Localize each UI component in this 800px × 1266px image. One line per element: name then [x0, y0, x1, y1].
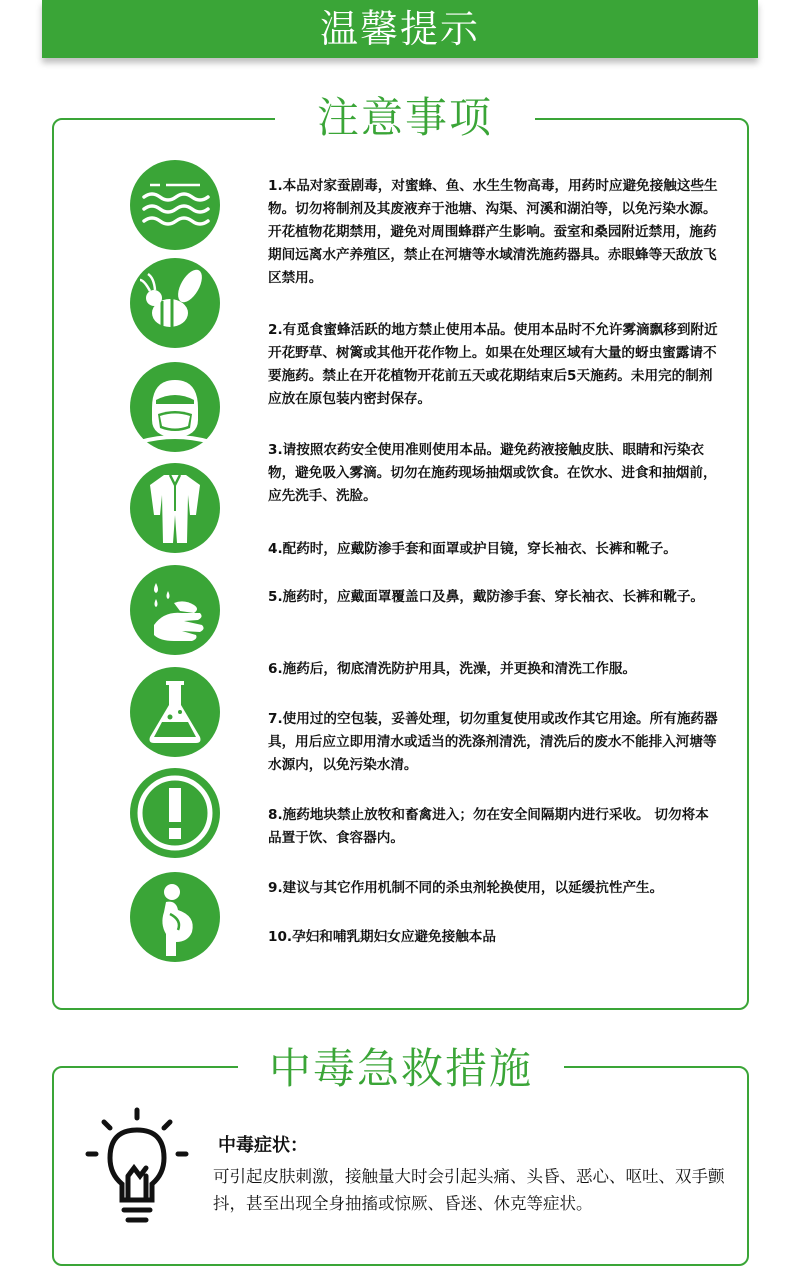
- precaution-item-2: 2.有觅食蜜蜂活跃的地方禁止使用本品。使用本品时不允许雾滴飘移到附近开花野草、树篱或其他开花作物上。如果在处理区域有大量的蚜虫蜜露请不要施药。禁止在开花植物开花前五天或花期结束后5天施药。未用完的制剂应放在原包装内密封保存。: [268, 322, 718, 407]
- first-aid-title: 中毒急救措施: [238, 1038, 564, 1100]
- bee-icon: [130, 258, 220, 348]
- precaution-item-9: 9.建议与其它作用机制不同的杀虫剂轮换使用，以延缓抗性产生。: [268, 880, 664, 896]
- face-mask-icon: [130, 362, 220, 452]
- precaution-item-7: 7.使用过的空包装，妥善处理，切勿重复使用或改作其它用途。所有施药器具，用后应立即用清水或适当的洗涤剂清洗，清洗后的废水不能排入河塘等水源内，以免污染水清。: [268, 711, 718, 773]
- symptoms-label: 中毒症状：: [218, 1135, 308, 1156]
- precaution-item-1: 1.本品对家蚕剧毒，对蜜蜂、鱼、水生生物高毒，用药时应避免接触这些生物。切勿将制剂及其废液弃于池塘、沟渠、河溪和湖泊等，以免污染水源。开花植物花期禁用，避免对周围蜂群产生影响。蚕室和桑园附近禁用，施药期间远离水产养殖区，禁止在河塘等水域清洗施药器具。赤眼蜂等天敌放飞区禁用。: [268, 178, 718, 286]
- precaution-item-4: 4.配药时，应戴防渗手套和面罩或护目镜，穿长袖衣、长裤和靴子。: [268, 541, 677, 557]
- pregnant-woman-icon: [130, 872, 220, 962]
- exclamation-icon: [130, 768, 220, 858]
- water-waves-icon: [130, 160, 220, 250]
- lightbulb-icon: [82, 1106, 192, 1226]
- header-banner: 温馨提示: [42, 0, 758, 58]
- flask-icon: [130, 667, 220, 757]
- precaution-item-3: 3.请按照农药安全使用准则使用本品。避免药液接触皮肤、眼睛和污染衣物，避免吸入雾滴。切勿在施药现场抽烟或饮食。在饮水、进食和抽烟前，应先洗手、洗脸。: [268, 442, 717, 504]
- symptoms-text: 可引起皮肤刺激，接触量大时会引起头痛、头昏、恶心、呕吐、双手颤抖，甚至出现全身抽搐或惊厥、昏迷、休克等症状。: [213, 1167, 725, 1213]
- precautions-title: 注意事项: [275, 88, 535, 148]
- hand-wash-icon: [130, 565, 220, 655]
- protective-suit-icon: [130, 463, 220, 553]
- precaution-item-8: 8.施药地块禁止放牧和畜禽进入；勿在安全间隔期内进行采收。 切勿将本品置于饮、食容器内。: [268, 807, 709, 846]
- precaution-item-5: 5.施药时，应戴面罩覆盖口及鼻，戴防渗手套、穿长袖衣、长裤和靴子。: [268, 589, 705, 605]
- precaution-item-6: 6.施药后，彻底清洗防护用具，洗澡，并更换和清洗工作服。: [268, 661, 637, 677]
- precaution-item-10: 10.孕妇和哺乳期妇女应避免接触本品: [268, 929, 496, 945]
